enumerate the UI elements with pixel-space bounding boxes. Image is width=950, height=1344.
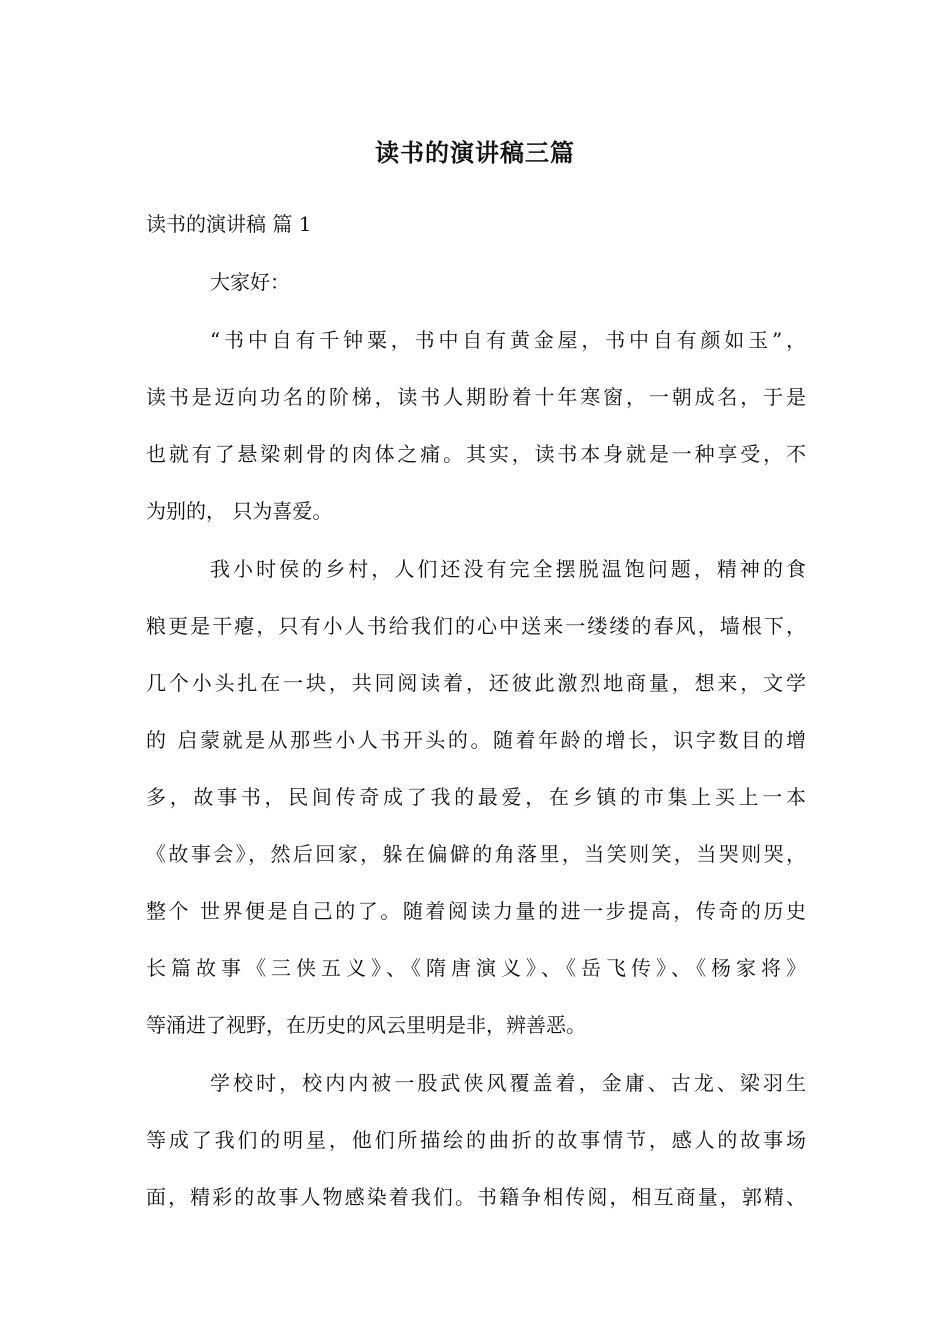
document-title: 读书的演讲稿三篇 bbox=[375, 138, 575, 167]
paragraph-line: 粮更是干瘪，只有小人书给我们的心中送来一缕缕的春风，墙根下， bbox=[146, 614, 806, 638]
paragraph-line: 面，精彩的故事人物感染着我们。书籍争相传阅，相互商量，郭精、 bbox=[146, 1185, 806, 1209]
paragraph-line: 整个 世界便是自己的了。随着阅读力量的进一步提高，传奇的历史 bbox=[146, 899, 806, 923]
paragraph-line: 等成了我们的明星，他们所描绘的曲折的故事情节，感人的故事场 bbox=[146, 1128, 806, 1152]
paragraph-line: 也就有了悬梁刺骨的肉体之痛。其实，读书本身就是一种享受，不 bbox=[146, 442, 806, 466]
section-heading: 读书的演讲稿 篇 1 bbox=[146, 212, 312, 236]
paragraph-line: 《故事会》，然后回家，躲在偏僻的角落里，当笑则笑，当哭则哭， bbox=[146, 842, 806, 866]
paragraph-line: 学校时，校内内被一股武侠风覆盖着，金庸、古龙、梁羽生 bbox=[210, 1071, 806, 1095]
paragraph-line: 为别的， 只为喜爱。 bbox=[146, 499, 333, 523]
paragraph-line: 几个小头扎在一块，共同阅读着，还彼此激烈地商量，想来，文学 bbox=[146, 671, 806, 695]
greeting: 大家好： bbox=[210, 270, 290, 294]
paragraph-line: 的 启蒙就是从那些小人书开头的。随着年龄的增长，识字数目的增 bbox=[146, 728, 806, 752]
paragraph-line: “书中自有千钟粟，书中自有黄金屋，书中自有颜如玉”， bbox=[210, 328, 806, 352]
paragraph-line: 读书是迈向功名的阶梯，读书人期盼着十年寒窗，一朝成名，于是 bbox=[146, 385, 806, 409]
paragraph-line: 长篇故事《三侠五义》、《隋唐演义》、《岳飞传》、《杨家将》 bbox=[146, 956, 806, 980]
paragraph-line: 等涌进了视野，在历史的风云里明是非，辨善恶。 bbox=[146, 1013, 586, 1037]
paragraph-line: 多，故事书，民间传奇成了我的最爱，在乡镇的市集上买上一本 bbox=[146, 785, 806, 809]
paragraph-line: 我小时侯的乡村，人们还没有完全摆脱温饱问题，精神的食 bbox=[210, 557, 806, 581]
